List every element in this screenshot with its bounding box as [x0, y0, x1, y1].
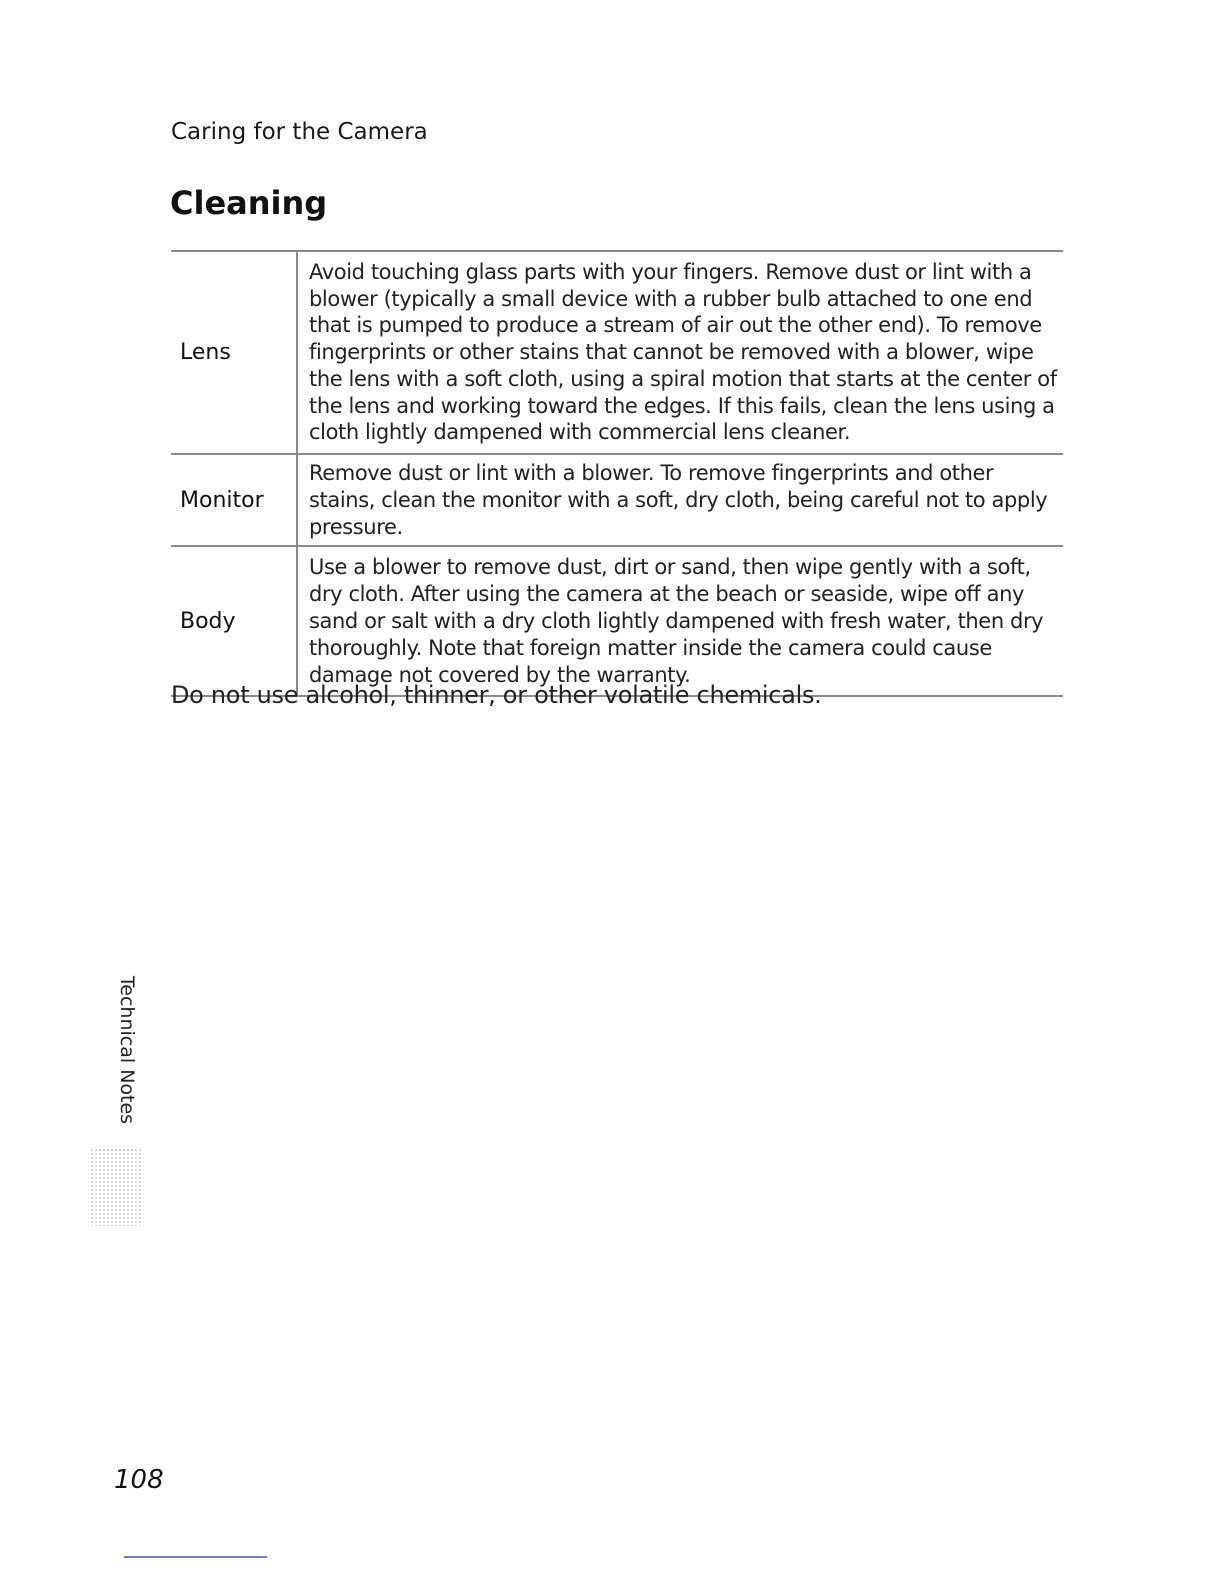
- part-label-lens: Lens: [180, 340, 231, 365]
- section-header: Caring for the Camera: [171, 119, 428, 145]
- table-row-monitor: [171, 454, 1063, 546]
- part-description-monitor: Remove dust or lint with a blower. To remove fingerprints and other stains, clean the monitor with a soft, dry cloth, being careful not to apply pressure.: [297, 454, 1063, 546]
- chemicals-warning-note: Do not use alcohol, thinner, or other volatile chemicals.: [171, 681, 822, 709]
- section-tab-marker: [90, 1148, 142, 1226]
- side-section-tab: [112, 975, 142, 1125]
- table-row-lens: [171, 251, 1063, 454]
- table-row-body: [171, 546, 1063, 696]
- side-tab-label: Technical Notes: [116, 975, 138, 1125]
- cleaning-table: [171, 250, 1063, 697]
- bottom-rule: [124, 1556, 267, 1558]
- part-label-monitor: Monitor: [180, 487, 264, 513]
- part-description-lens: Avoid touching glass parts with your fingers. Remove dust or lint with a blower (typically a small device with a rubber bulb attached to one end that is pumped to produce a stream of air out the other end). To remove fingerprints or other stains that cannot be removed with a blower, wipe the lens with a soft cloth, using a spiral motion that starts at the center of the lens and working toward the edges. If this fails, clean the lens using a cloth lightly dampened with commercial lens cleaner.: [297, 251, 1063, 454]
- page-number: 108: [114, 1465, 164, 1495]
- page-title: Cleaning: [170, 184, 328, 222]
- part-description-body: Use a blower to remove dust, dirt or sand, then wipe gently with a soft, dry cloth. After using the camera at the beach or seaside, wipe off any sand or salt with a dry cloth lightly dampened with fresh water, then dry thoroughly. Note that foreign matter inside the camera could cause damage not covered by the warranty.: [297, 546, 1063, 696]
- part-label-body: Body: [180, 608, 236, 634]
